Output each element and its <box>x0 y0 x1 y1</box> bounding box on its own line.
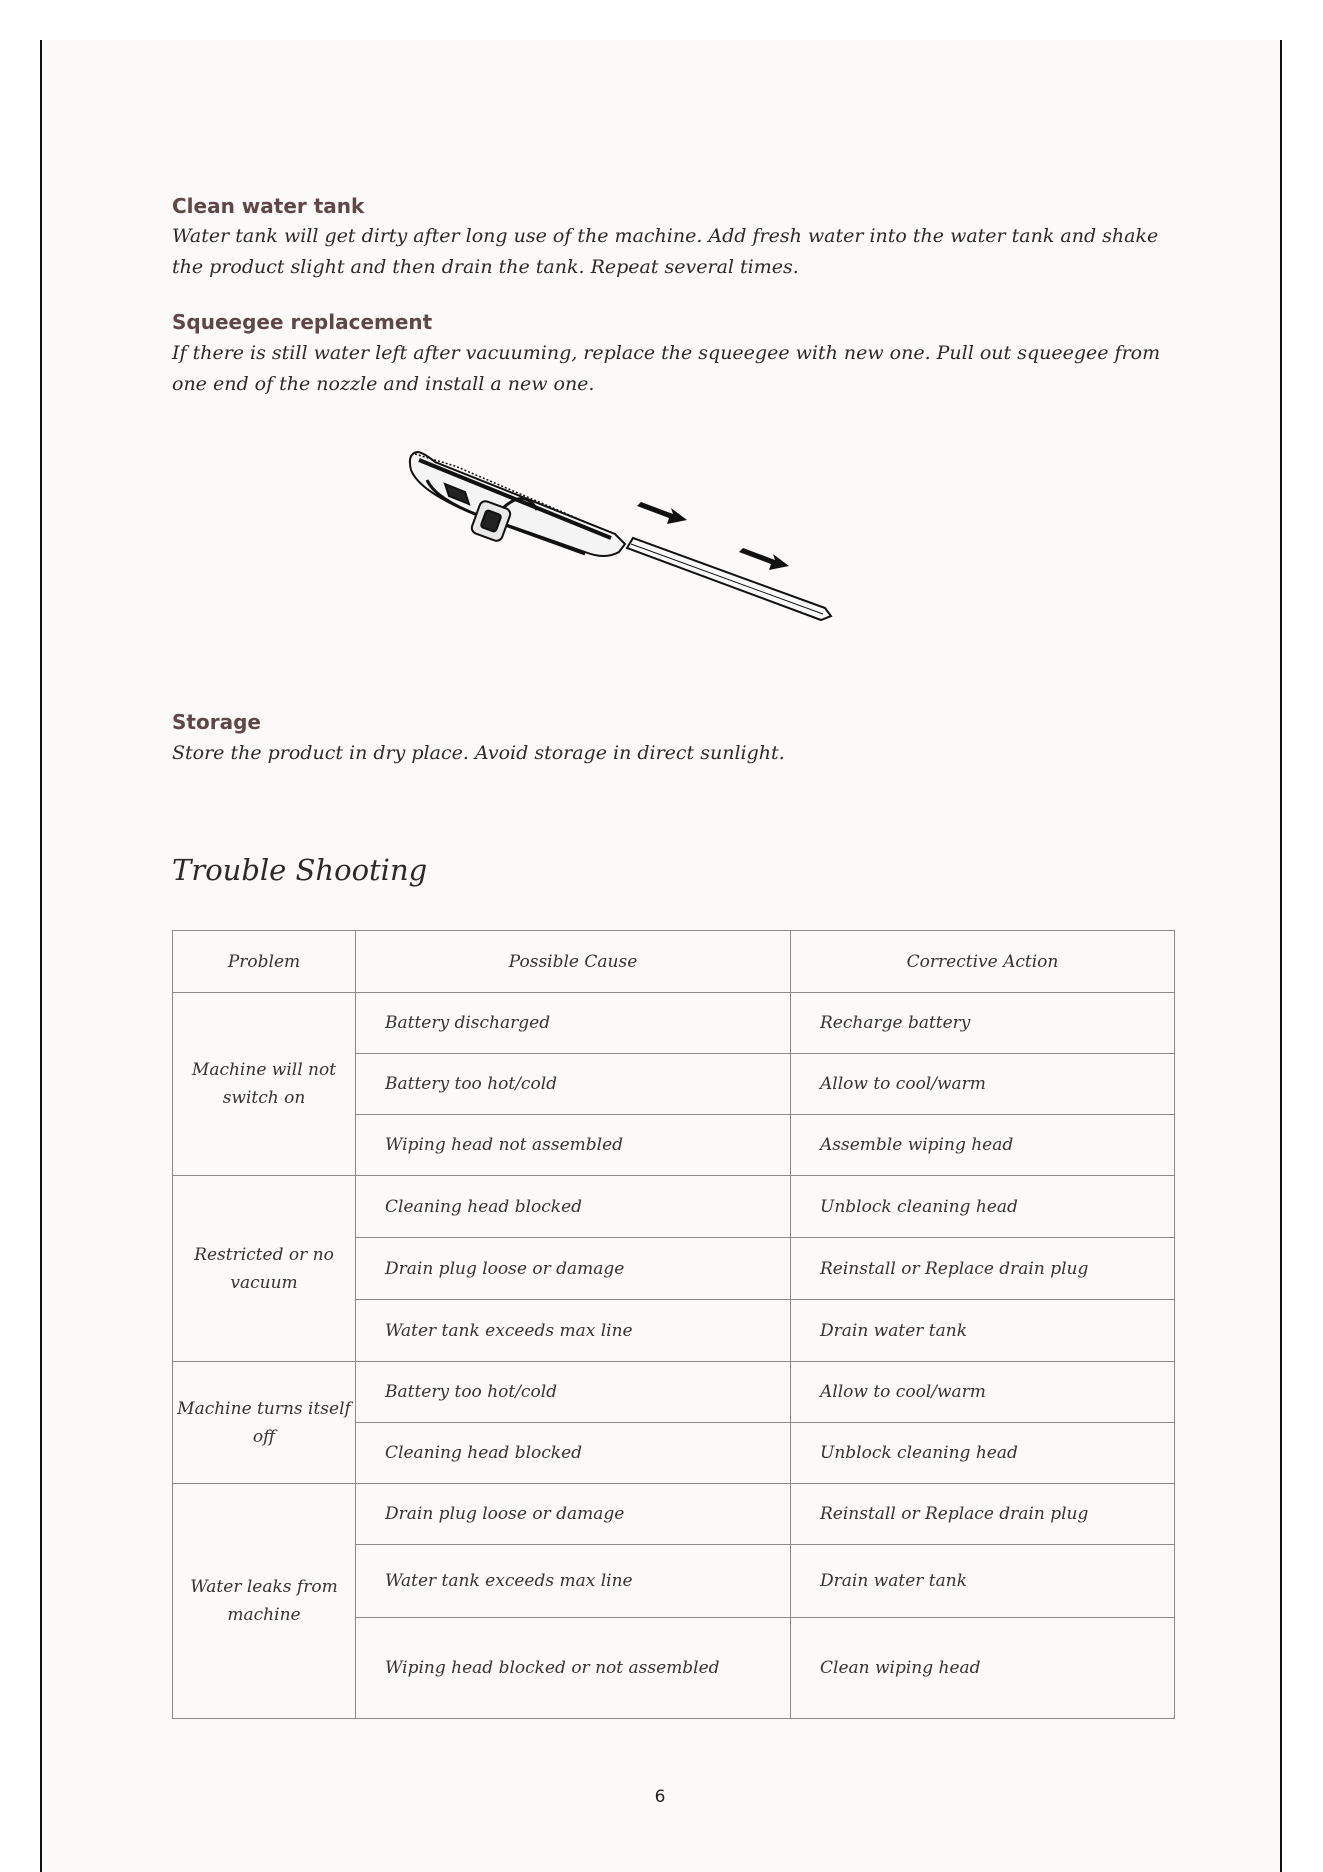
header-action: Corrective Action <box>791 931 1175 993</box>
table-row <box>173 1362 1175 1423</box>
trouble-shooting-table <box>172 930 1175 1719</box>
problem-cell: Machine turns itself off <box>173 1362 356 1484</box>
page-border-right <box>1280 40 1282 1872</box>
action-cell: Drain water tank <box>791 1300 1175 1362</box>
squeegee-replacement-heading: Squeegee replacement <box>172 310 433 334</box>
table-header-row <box>173 931 1175 993</box>
header-cause: Possible Cause <box>356 931 791 993</box>
problem-cell: Restricted or no vacuum <box>173 1176 356 1362</box>
squeegee-nozzle-illustration <box>405 440 845 630</box>
action-cell: Allow to cool/warm <box>791 1054 1175 1115</box>
problem-cell: Water leaks from machine <box>173 1484 356 1719</box>
cause-cell: Drain plug loose or damage <box>356 1484 791 1545</box>
cause-cell: Cleaning head blocked <box>356 1423 791 1484</box>
table-row <box>173 1484 1175 1545</box>
action-cell: Recharge battery <box>791 993 1175 1054</box>
table-row <box>173 1176 1175 1238</box>
action-cell: Unblock cleaning head <box>791 1423 1175 1484</box>
cause-cell: Battery too hot/cold <box>356 1362 791 1423</box>
cause-cell: Wiping head blocked or not assembled <box>356 1618 791 1719</box>
action-cell: Drain water tank <box>791 1545 1175 1618</box>
page-number: 6 <box>654 1787 666 1807</box>
action-cell: Clean wiping head <box>791 1618 1175 1719</box>
cause-cell: Water tank exceeds max line <box>356 1545 791 1618</box>
arrow-right-icon <box>739 548 789 570</box>
cause-cell: Battery discharged <box>356 993 791 1054</box>
action-cell: Unblock cleaning head <box>791 1176 1175 1238</box>
problem-cell: Machine will not switch on <box>173 993 356 1176</box>
storage-text: Store the product in dry place. Avoid storage in direct sunlight. <box>172 742 785 764</box>
clean-water-tank-heading: Clean water tank <box>172 194 365 218</box>
squeegee-replacement-text: If there is still water left after vacuuming, replace the squeegee with new one. Pull out squeegee from one end of the nozzle and install a new one. <box>172 342 1161 395</box>
arrow-right-icon <box>637 502 687 524</box>
action-cell: Reinstall or Replace drain plug <box>791 1238 1175 1300</box>
cause-cell: Drain plug loose or damage <box>356 1238 791 1300</box>
page-border-left <box>40 40 42 1872</box>
nozzle-body <box>410 452 625 556</box>
storage-heading: Storage <box>172 710 261 734</box>
trouble-shooting-title: Trouble Shooting <box>172 853 428 887</box>
header-problem: Problem <box>173 931 356 993</box>
cause-cell: Cleaning head blocked <box>356 1176 791 1238</box>
table-row <box>173 993 1175 1054</box>
action-cell: Allow to cool/warm <box>791 1362 1175 1423</box>
squeegee-strip <box>627 538 831 620</box>
cause-cell: Battery too hot/cold <box>356 1054 791 1115</box>
cause-cell: Wiping head not assembled <box>356 1115 791 1176</box>
cause-cell: Water tank exceeds max line <box>356 1300 791 1362</box>
clean-water-tank-text: Water tank will get dirty after long use of the machine. Add fresh water into the water tank and shake the product slight and then drain the tank. Repeat several times. <box>172 225 1159 278</box>
action-cell: Assemble wiping head <box>791 1115 1175 1176</box>
action-cell: Reinstall or Replace drain plug <box>791 1484 1175 1545</box>
